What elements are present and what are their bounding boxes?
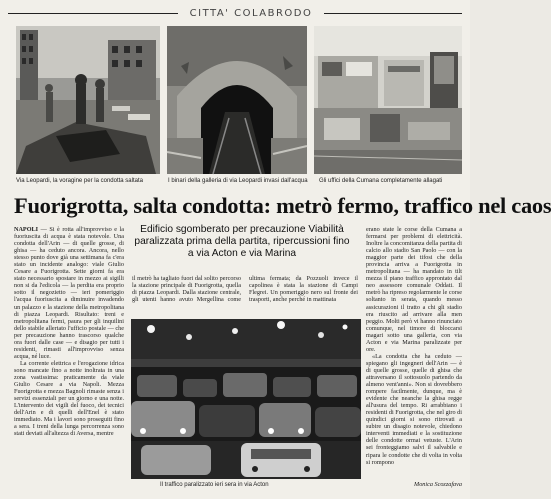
top-rule-right bbox=[324, 13, 462, 14]
dateline: NAPOLI bbox=[14, 226, 39, 233]
photo-via-leopardi bbox=[16, 26, 160, 174]
article-headline: Fuorigrotta, salta condotta: metrò fermo, traffico nel caos bbox=[14, 193, 551, 218]
article-column-4 bbox=[366, 226, 462, 479]
column-1-paragraph-2: La corrente elettrica e l'erogazione idrica sono mancate fino a notte inoltrata in una zona vastissima: praticamente da viale Giulio Cesare a via Napoli. Mezza Fuorigrotta e mezza Bagnoli rimaste senza i servizi essenziali per un giorno e una notte. L'intervento dei vigili del fuoco, dei tecnici dell'Arin e di quelli dell'Enel è stato immediato. Ma i lavori sono proseguiti fino a sera. I treni della lunga percorrenza sono stati deviati all'altezza di Aversa, mentre bbox=[14, 359, 124, 438]
author-byline: Monica Scozzafava bbox=[414, 481, 462, 488]
photo-traffico-via-acton bbox=[131, 319, 361, 479]
photo-uffici-cumana bbox=[314, 26, 462, 174]
photo-caption-left: Via Leopardi, la voragine per la condotta saltata bbox=[16, 178, 143, 184]
column-4-paragraph-1: erano state le corse della Cumana a fermarsi per problemi di elettricità. Inoltre la concomitanza della partita di calcio allo stadio San Paolo — con la maggior parte dei tifosi che della provincia arriva a Fuorigrotta in metropolitana — ha mandato in tilt mezza il piano traffico approntato dal neo assessore comunale Oddati. Il metrò ha ripreso regolarmente le corse soltanto in serata, quando messo assicurazioni il tratto a chi gli stadio era riuscito ad arrivare alla men peggio. Molti però vi hanno rinunciato comunque, nel timore di bloccarsi magari sotto una galleria, con via Acton e via Marina paralizzate per ore. bbox=[366, 226, 462, 353]
photo-caption-middle: I binari della galleria di via Leopardi invasi dall'acqua bbox=[168, 178, 308, 184]
column-1-paragraph-1: NAPOLI — Si è rotta all'improvviso e la fuoriuscita di acqua è stata notevole. Una condotta dell'Arin — di quelle grosse, di ghisa — ha ceduto ancora. Ancora, nello stesso punto dove già una settimana fa c'era stato un incidente analogo: viale Giulio Cesare a Fuorigrotta. Sette giorni fa era stato necessario spostare in mezzo ai sigilli non si da l'edicola — la perdita era proprio sotto il negozietto — ieri pomeriggio l'acqua fuoriuscita a diminuire invadendo un palazzo e la stazione della metropolitana di piazza Leopardi. Risultato: treni e metropolitana fermi, paura per gli inquilini dello stabile allertato l'ufficio postale — che per precauzione hanno trascorso qualche ora fuori dalle case — e disagio per tutti i residenti, rimasti all'improvviso senza acqua, né luce. bbox=[14, 226, 124, 360]
column-4-paragraph-2: «La condotta che ha ceduto — spiegano gli ingegneri dell'Arin — è di quelle grosse, quelle di ghisa che attraversano il sottosuolo partendo da almeno vent'anni». Non si dovrebbero rompere facilmente, dunque, ma è evidente che neanche la ghisa regge all'usura del tempo. Ri arrabbiano i residenti di Fuorigrotta, che nel giro di quindici giorni si sono ritrovati a subire un disagio notevole, chiedono interventi immediati e la sostituzione delle condotte ormai vetuste. L'Arin sei fronteggiamo salvi il salvabile e ripara le condotte che di volta in volta si rompono bbox=[366, 352, 462, 466]
article-column-2-3 bbox=[132, 275, 358, 317]
article-deck: Edificio sgomberato per precauzione Viabilità paralizzata prima della partita, ripercussioni fino a via Acton e via Marina bbox=[134, 224, 350, 259]
photo-caption-traffic: Il traffico paralizzato ieri sera in via Acton bbox=[160, 482, 269, 488]
article-column-1 bbox=[14, 226, 124, 494]
column-2-paragraph: il metrò ha tagliato fuori dal solito percorso la stazione principale di Fuorigrotta, quella di piazza Leopardi. Dalla stazione centrale, gli utenti hanno avuto Mergellina come ultima fermata; da Pozzuoli invece il capolinea è stata la stazione di Campi Flegrei. Un pomeriggio nero sul fronte dei trasporti, anche perché in mattinata bbox=[132, 275, 358, 304]
section-kicker: CITTA' COLABRODO bbox=[189, 8, 313, 19]
photo-caption-right: Gli uffici della Cumana completamente allagati bbox=[319, 178, 443, 184]
photo-galleria-binari bbox=[167, 26, 307, 174]
top-rule-left bbox=[8, 13, 178, 14]
